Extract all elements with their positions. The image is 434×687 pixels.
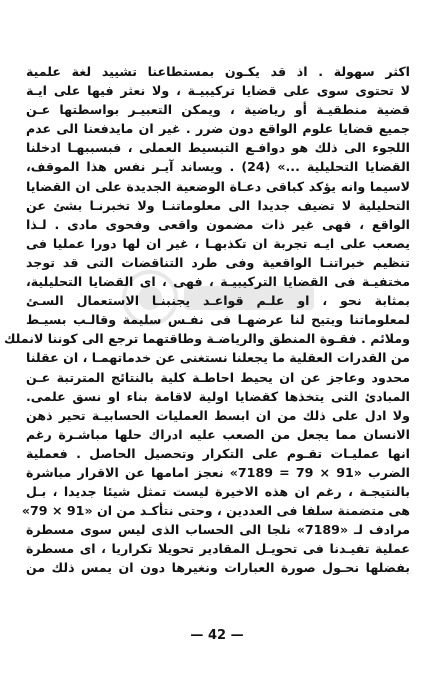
text-line: لاسيما وانه يؤكد كباقى دعـاة الوضعية الجديدة على ان القضايا bbox=[26, 178, 410, 194]
text-line: محدود وعاجز عن ان يحيط احاطـة كلية بالنتائج المترتبة عـن bbox=[26, 369, 410, 385]
text-line: مختفيـة فى القضايا التركيبيـة ، فهى ، اى القضايا التحليلية، bbox=[26, 274, 410, 290]
text-line: وملائم . فقـوة المنطق والرياضـة وطاقتهما ترجع الى كوننا لانملك bbox=[3, 331, 410, 347]
text-line: المبادئ التى يتخذها كقضايا اولية لاقامة بناء او نسق علمى. bbox=[26, 388, 410, 404]
page-number: — 42 — bbox=[190, 628, 244, 643]
text-line: بفضلها نحـول صورة العبارات ونغيرها دون ان يمس ذلك من bbox=[26, 560, 410, 576]
text-line: الضرب «91 × 79 = 7189» نعجز امامها عن الاقرار مباشرة bbox=[26, 464, 410, 480]
text-line: الانسان مما يجعل من الصعب عليه ادراك حلها مباشـرة رغم bbox=[26, 426, 410, 442]
text-line: لمعلوماتنا ويتيح لنا عرضهـا فى نفـس سليمة وقالـب بسيـط bbox=[26, 312, 410, 328]
text-line: من القدرات العقلية ما يجعلنا نستغنى عن خدماتهمـا ، ان عقلنا bbox=[26, 350, 410, 366]
text-line: ولا ادل على ذلك من ان ابسط العمليات الحسابيـة تحير ذهن bbox=[26, 407, 410, 423]
text-line: الواقع ، فهى غير ذات مضمون واقعى وفحوى مادى . لـذا bbox=[26, 216, 410, 232]
body-text bbox=[3, 62, 410, 578]
text-line: يصعب على ايـه تجربة ان تكذبهـا ، غير ان لها دورا عمليا فى bbox=[26, 235, 410, 251]
text-line: مرادف لـ «7189» نلجا الى الحساب الذى ليس سوى مسطرة bbox=[26, 522, 410, 538]
text-line: اكثر سهولة . اذ قد يكـون بمستطاعنا تشييد لغة علمية bbox=[26, 64, 410, 79]
text-line: جميع قضايا علوم الواقع دون ضرر . غير ان مايدفعنا الى عدم bbox=[26, 121, 410, 137]
text-line: عملية تفيـدنا فى تحويـل المقادير تحويلا تكراريا ، اى مسطرة bbox=[26, 541, 410, 557]
text-line: هى متضمنة سلفا فى العددين ، وحتى نتأكـد من ان «91 × 79» bbox=[21, 503, 410, 519]
text-line: انها عمليـات تقـوم على التكرار وتحصيل الحاصل . فعملية bbox=[26, 445, 410, 461]
text-line: التحليلية لا تضيف جديدا الى معلوماتنـا ولا تخبرنـا بشئ عن bbox=[26, 197, 410, 213]
text-line: القضايا التحليلية ...» (24) . ويساند آيـر نفس هذا الموقف، bbox=[26, 159, 410, 175]
text-line: بالنتيجـة ، رغم ان هذه الاخيرة ليست تمثل شيئا جديدا ، بـل bbox=[26, 484, 410, 500]
text-line: تنظيم خبراتنـا الواقعية وفى طرد التناقضات التى قد توجد bbox=[26, 254, 410, 270]
text-line: اللجوء الى ذلك هو دوافـع التبسيط العملى ، فبسببهـا ادخلنا bbox=[26, 140, 410, 156]
text-line: قضية منطقيـة أو رياضية ، ويمكن التعبيـر بواسطتها عـن bbox=[26, 102, 410, 118]
text-line: لا تحتوى سوى على قضايا تركيبيـة ، ولا نعثر فيها على ايـة bbox=[26, 83, 410, 99]
text-line: بمثابة نحو ، او علـم قواعـد يجنبنـا الاستعمال السـئ bbox=[26, 293, 410, 309]
